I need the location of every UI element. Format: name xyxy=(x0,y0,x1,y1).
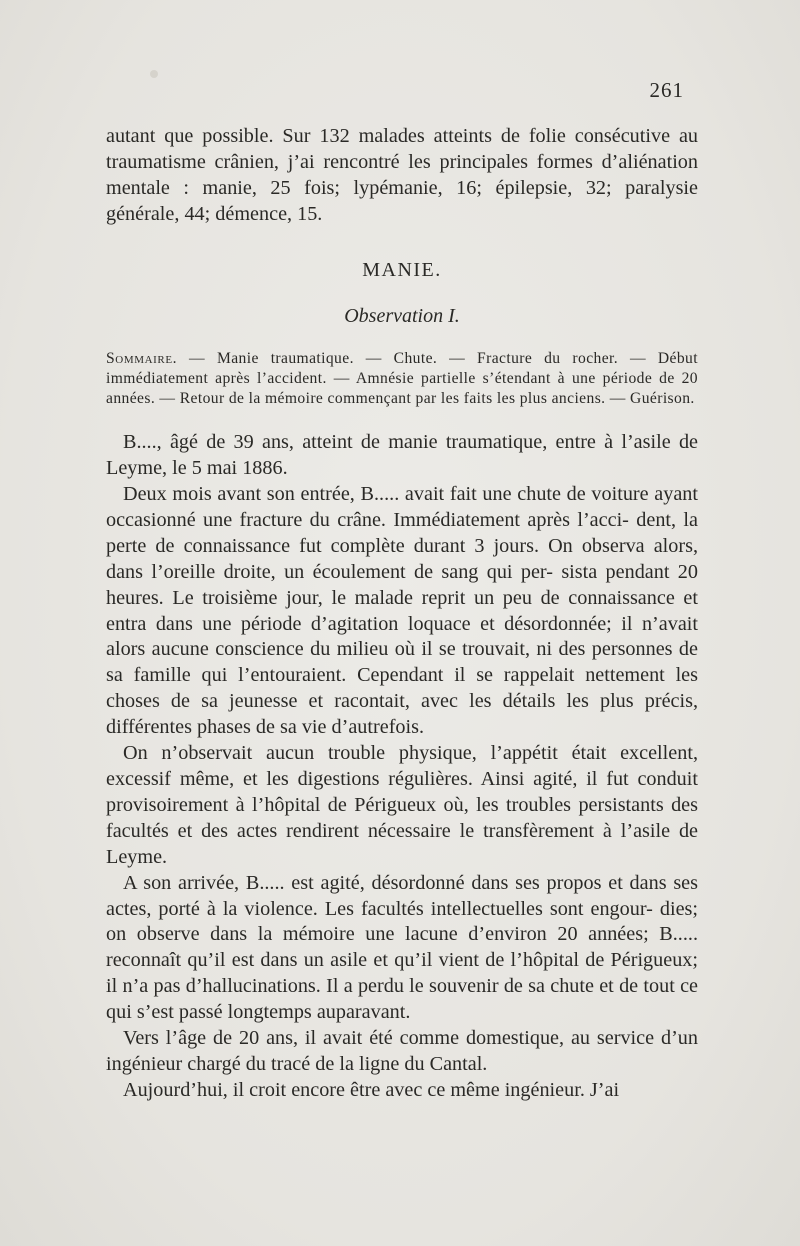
paragraph-admission: B...., âgé de 39 ans, atteint de manie traumatique, entre à l’asile de Leyme, le 5 mai 1886. xyxy=(106,431,698,480)
summary-label: Sommaire. xyxy=(106,349,178,367)
paragraph-employment: Vers l’âge de 20 ans, il avait été comme domestique, au service d’un ingénieur chargé du tracé de la ligne du Cantal. xyxy=(106,1027,698,1075)
summary-text: — Manie traumatique. — Chute. — Fracture du rocher. — Début immédiatement après l’accident. — Amnésie partielle s’étendant à une période de 20 années. — Retour de la mémoire commençant par les faits les plus anciens. — Guérison. xyxy=(106,349,698,408)
intro-paragraph: autant que possible. Sur 132 malades atteints de folie consécutive au traumatisme crânien, j’ai rencontré les principales formes d’aliénation mentale : manie, 25 fois; lypémanie, 16; épilepsie, 32; paralysie générale, 44; démence, 15. xyxy=(106,125,698,225)
observation-title: Observation I. xyxy=(344,304,460,327)
paper-stain xyxy=(150,70,158,78)
summary xyxy=(106,349,698,410)
paragraph-arrival: A son arrivée, B..... est agité, désordonné dans ses propos et dans ses actes, porté à la violence. Les facultés intellectuelles sont engour- dies; on observe dans la mémoire une lacune d’environ 20 années; B..... reconnaît qu’il est dans un asile et qu’il vient de l’hôpital de Périgueux; il n’a pas d’hallucinations. Il a perdu le souvenir de sa chute et de tout ce qui s’est passé longtemps auparavant. xyxy=(106,871,698,1024)
paragraph-history: Deux mois avant son entrée, B..... avait fait une chute de voiture ayant occasionné une fracture du crâne. Immédiatement après l’acci- dent, la perte de connaissance fut complète durant 3 jours. On observa alors, dans l’oreille droite, un écoulement de sang qui per- sista pendant 20 heures. Le troisième jour, le malade reprit un peu de connaissance et entra dans une période d’agitation loquace et désordonnée; il n’avait alors aucune conscience du milieu où il se trouvait, ni des personnes de sa famille qui l’entouraient. Cependant il se rappelait nettement les choses de sa jeunesse et racontait, avec les détails les plus précis, différentes phases de sa vie d’autrefois. xyxy=(106,483,698,739)
paragraph-physical: On n’observait aucun trouble physique, l’appétit était excellent, excessif même, et les digestions régulières. Ainsi agité, il fut conduit provisoirement à l’hôpital de Périgueux où, les troubles persistants des facultés et des actes rendirent nécessaire le transfèrement à l’asile de Leyme. xyxy=(106,742,698,868)
observation-body xyxy=(106,430,698,1104)
page-content xyxy=(106,124,698,1104)
section-title: MANIE. xyxy=(362,258,442,281)
paragraph-today: Aujourd’hui, il croit encore être avec ce même ingénieur. J’ai xyxy=(123,1078,620,1101)
page-number: 261 xyxy=(649,78,684,102)
